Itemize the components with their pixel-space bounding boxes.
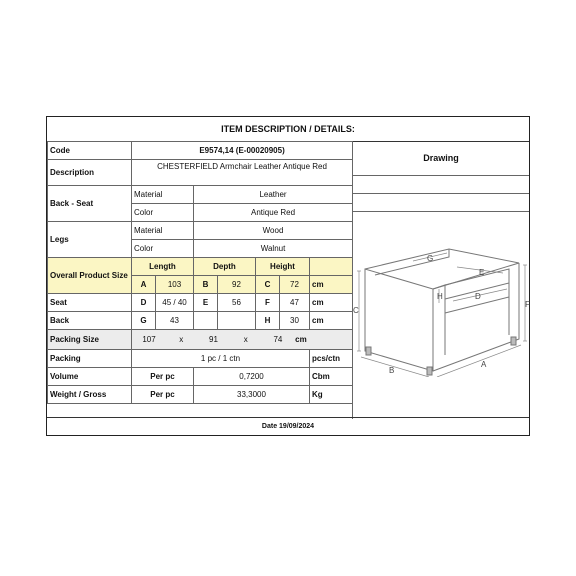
legs-color-label: Color <box>132 240 194 258</box>
seat-unit: cm <box>310 294 353 312</box>
back-seat-color: Antique Red <box>194 204 353 222</box>
code-label: Code <box>48 142 132 160</box>
dim-e-value: 56 <box>218 294 256 312</box>
sheet-title: ITEM DESCRIPTION / DETAILS: <box>47 117 529 142</box>
weight-label: Weight / Gross <box>48 386 132 404</box>
depth-header: Depth <box>194 258 256 276</box>
date-footer: Date 19/09/2024 <box>47 417 529 435</box>
weight-value: 33,3000 <box>194 386 310 404</box>
dim-letter-g: G <box>427 254 434 263</box>
dim-letter-d: D <box>475 292 481 301</box>
item-details-sheet <box>46 116 530 436</box>
volume-value: 0,7200 <box>194 368 310 386</box>
back-label: Back <box>48 312 132 330</box>
packing-unit: pcs/ctn <box>310 350 353 368</box>
drawing-label: Drawing <box>353 141 529 176</box>
packing-width: 91 <box>209 335 218 344</box>
packing-size-label: Packing Size <box>48 330 132 350</box>
dim-letter-c: C <box>353 306 359 315</box>
back-unit: cm <box>310 312 353 330</box>
dim-g-value: 43 <box>156 312 194 330</box>
legs-material: Wood <box>194 222 353 240</box>
dim-letter-f: F <box>525 300 530 309</box>
packing-height: 74 <box>273 335 283 344</box>
seat-label: Seat <box>48 294 132 312</box>
code-value: E9574,14 (E-00020905) <box>132 142 353 160</box>
dim-a-value: 103 <box>156 276 194 294</box>
length-header: Length <box>132 258 194 276</box>
back-seat-material: Leather <box>194 186 353 204</box>
dim-f-letter: F <box>256 294 280 312</box>
dim-g-letter: G <box>132 312 156 330</box>
back-seat-color-label: Color <box>132 204 194 222</box>
packing-label: Packing <box>48 350 132 368</box>
dim-d-letter: D <box>132 294 156 312</box>
dim-letter-b: B <box>389 366 395 375</box>
dim-a-letter: A <box>132 276 156 294</box>
volume-label: Volume <box>48 368 132 386</box>
weight-per: Per pc <box>132 386 194 404</box>
dim-letter-a: A <box>481 360 487 369</box>
armchair-drawing <box>353 217 531 377</box>
legs-label: Legs <box>48 222 132 258</box>
description-label: Description <box>48 160 132 186</box>
volume-per: Per pc <box>132 368 194 386</box>
dim-b-value: 92 <box>218 276 256 294</box>
packing-x2: x <box>243 335 248 344</box>
legs-color: Walnut <box>194 240 353 258</box>
packing-x1: x <box>179 335 184 344</box>
dim-e-letter: E <box>194 294 218 312</box>
weight-unit: Kg <box>310 386 353 404</box>
details-table <box>47 141 353 404</box>
dim-f-value: 47 <box>280 294 310 312</box>
dim-d-value: 45 / 40 <box>156 294 194 312</box>
overall-size-label: Overall Product Size <box>48 258 132 294</box>
overall-unit: cm <box>310 276 353 294</box>
dim-h-letter: H <box>256 312 280 330</box>
height-header: Height <box>256 258 310 276</box>
dim-letter-h: H <box>437 292 443 301</box>
dim-b-letter: B <box>194 276 218 294</box>
back-seat-label: Back - Seat <box>48 186 132 222</box>
legs-material-label: Material <box>132 222 194 240</box>
description-value: CHESTERFIELD Armchair Leather Antique Red <box>132 160 353 186</box>
packing-value: 1 pc / 1 ctn <box>132 350 310 368</box>
packing-size-unit: cm <box>295 335 307 344</box>
volume-unit: Cbm <box>310 368 353 386</box>
dim-letter-e: E <box>479 268 485 277</box>
dim-c-letter: C <box>256 276 280 294</box>
drawing-panel <box>352 141 529 419</box>
back-seat-material-label: Material <box>132 186 194 204</box>
dim-c-value: 72 <box>280 276 310 294</box>
dim-h-value: 30 <box>280 312 310 330</box>
packing-length: 107 <box>142 335 156 344</box>
